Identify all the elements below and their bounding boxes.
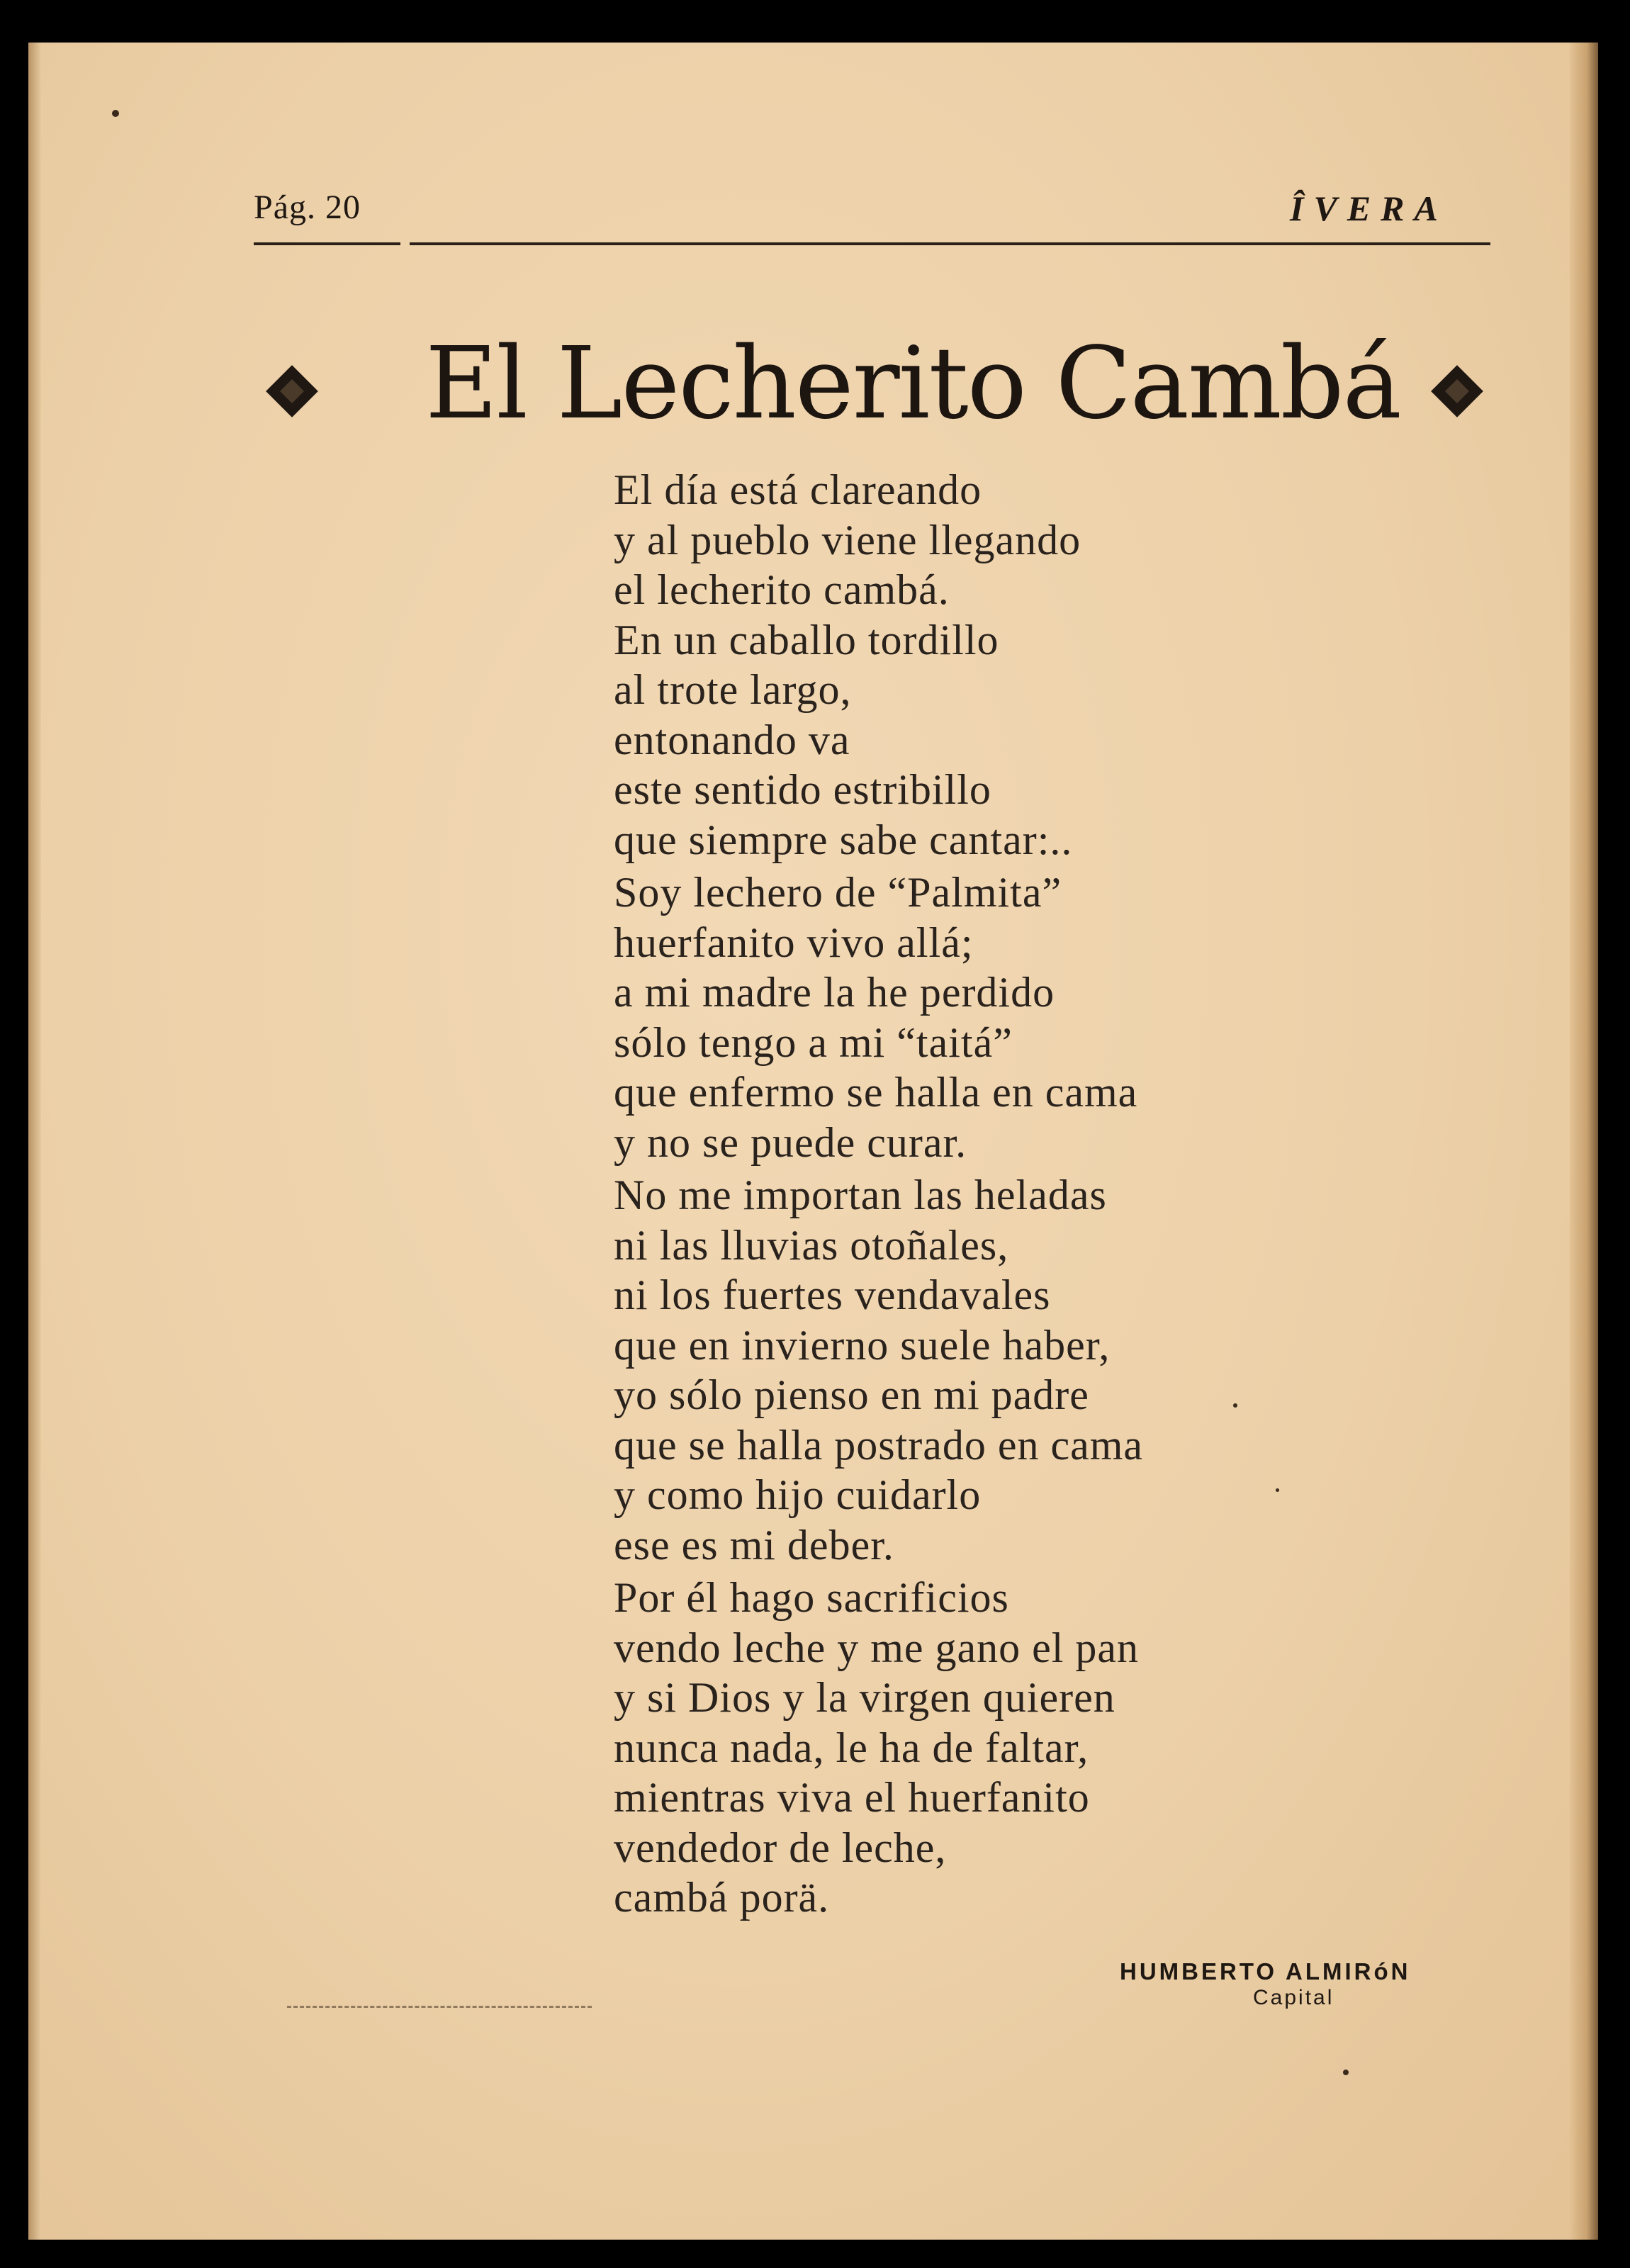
poem-line: y como hijo cuidarlo [614,1471,982,1518]
page-number: Pág. 20 [254,189,361,226]
poem-title: El Lecherito Cambá [425,326,1400,442]
poem-line: al trote largo, [614,666,852,713]
page-edge-right [1570,43,1598,2240]
poem-line: El día está clareando [614,466,982,513]
author-place: Capital [1253,1986,1334,2009]
poem-line: que siempre sabe cantar:.. [614,816,1073,863]
poem-line: ni las lluvias otoñales, [614,1221,1009,1269]
poem-line: este sentido estribillo [614,766,991,813]
poem-line: Soy lechero de “Palmita” [614,869,1062,916]
paper-speck [112,110,119,117]
poem-line: y al pueblo viene llegando [614,516,1081,563]
poem-line: el lecherito cambá. [614,566,950,613]
magazine-name: ÎVERA [1290,189,1448,228]
poem-line: que se halla postrado en cama [614,1421,1144,1469]
poem-line: sólo tengo a mi “taitá” [614,1018,1013,1066]
poem-line: y no se puede curar. [614,1118,967,1166]
poem-line: a mi madre la he perdido [614,969,1055,1016]
author-name: HUMBERTO ALMIRóN [1120,1958,1411,1984]
poem-line: No me importan las heladas [614,1172,1107,1218]
poem-line: y si Dios y la virgen quieren [614,1674,1115,1721]
poem-line: que en invierno suele haber, [614,1321,1111,1369]
stanza [614,465,1322,865]
diamond-ornament-right-icon [1431,365,1483,417]
poem-line: mientras viva el huerfanito [614,1774,1090,1821]
poem-line: que enfermo se halla en cama [614,1069,1138,1116]
footer-rule [287,2006,592,2008]
poem-line: En un caballo tordillo [614,616,999,663]
stanza [614,1573,1322,1923]
poem-line: entonando va [614,716,850,763]
poem-line: ese es mi deber. [614,1521,894,1568]
poem-line: yo sólo pienso en mi padre [614,1371,1089,1418]
poem-line: Por él hago sacrificios [614,1574,1009,1621]
poem-body [614,465,1322,1923]
paper-speck [1343,2070,1349,2075]
poem-line: nunca nada, le ha de faltar, [614,1724,1089,1771]
magazine-page [28,43,1598,2240]
poem-line: cambá porä. [614,1874,830,1921]
stanza [614,868,1322,1167]
poem-line: vendo leche y me gano el pan [614,1624,1140,1671]
poem-line: huerfanito vivo allá; [614,919,974,966]
paper-speck [1276,1488,1279,1492]
diamond-ornament-left-icon [266,365,318,417]
header-rule-long [410,242,1490,245]
header-rule-short [254,242,400,245]
poem-line: ni los fuertes vendavales [614,1271,1051,1318]
stanza [614,1170,1322,1570]
poem-line: vendedor de leche, [614,1824,947,1871]
page-edge-left [28,43,41,2240]
paper-speck [1233,1403,1237,1408]
